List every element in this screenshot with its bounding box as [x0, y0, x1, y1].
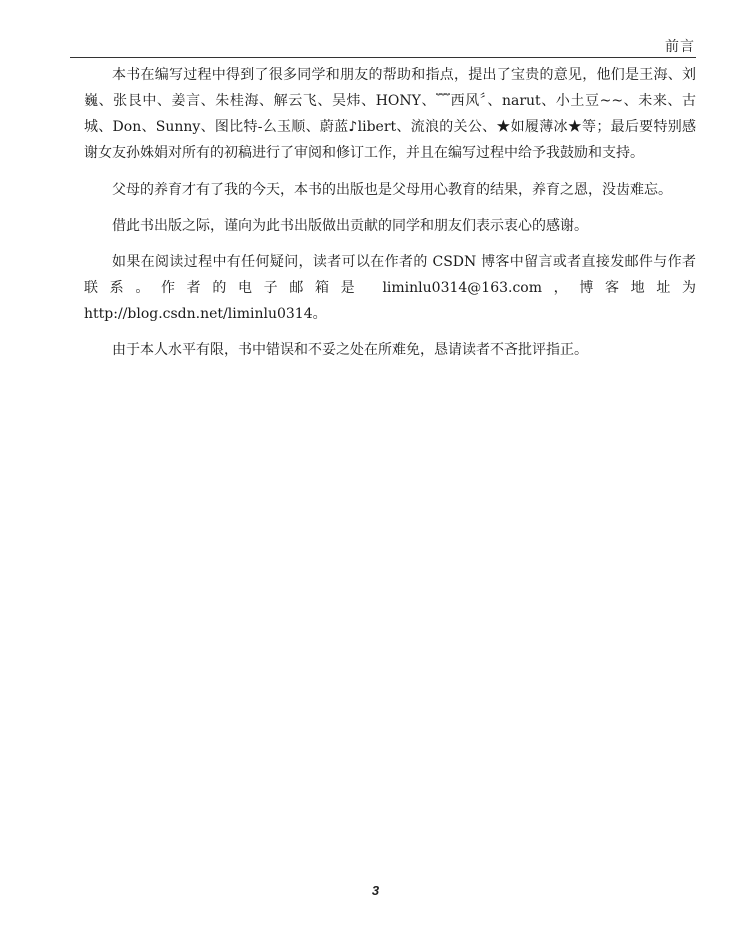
paragraph-thanks: 借此书出版之际，谨向为此书出版做出贡献的同学和朋友们表示衷心的感谢。 — [112, 218, 588, 234]
paragraph-contact: 如果在阅读过程中有任何疑问，读者可以在作者的 CSDN 博客中留言或者直接发邮件与作者联系。作者的电子邮箱是 liminlu0314@163.com，博客地址为 http://blog.csdn.net/liminlu0314。 — [84, 254, 696, 322]
paragraph-errata: 由于本人水平有限，书中错误和不妥之处在所难免，恳请读者不吝批评指正。 — [112, 342, 588, 358]
paragraph-parents: 父母的养育才有了我的今天，本书的出版也是父母用心教育的结果，养育之恩，没齿难忘。 — [112, 182, 672, 198]
header-rule — [70, 57, 696, 58]
preface-body — [84, 62, 696, 373]
paragraph-acknowledgements: 本书在编写过程中得到了很多同学和朋友的帮助和指点，提出了宝贵的意见，他们是王海、刘巍、张艮中、姜言、朱桂海、解云飞、吴炜、HONY、﹌西风〞、narut、小土豆~~、未来、古城、Don、Sunny、图比特-么玉顺、蔚蓝♪libert、流浪的关公、★如履薄冰★等；最后要特别感谢女友孙姝娟对所有的初稿进行了审阅和修订工作，并且在编写过程中给予我鼓励和支持。 — [84, 67, 696, 161]
running-header-title: 前言 — [665, 39, 695, 55]
page-number: 3 — [371, 883, 380, 898]
